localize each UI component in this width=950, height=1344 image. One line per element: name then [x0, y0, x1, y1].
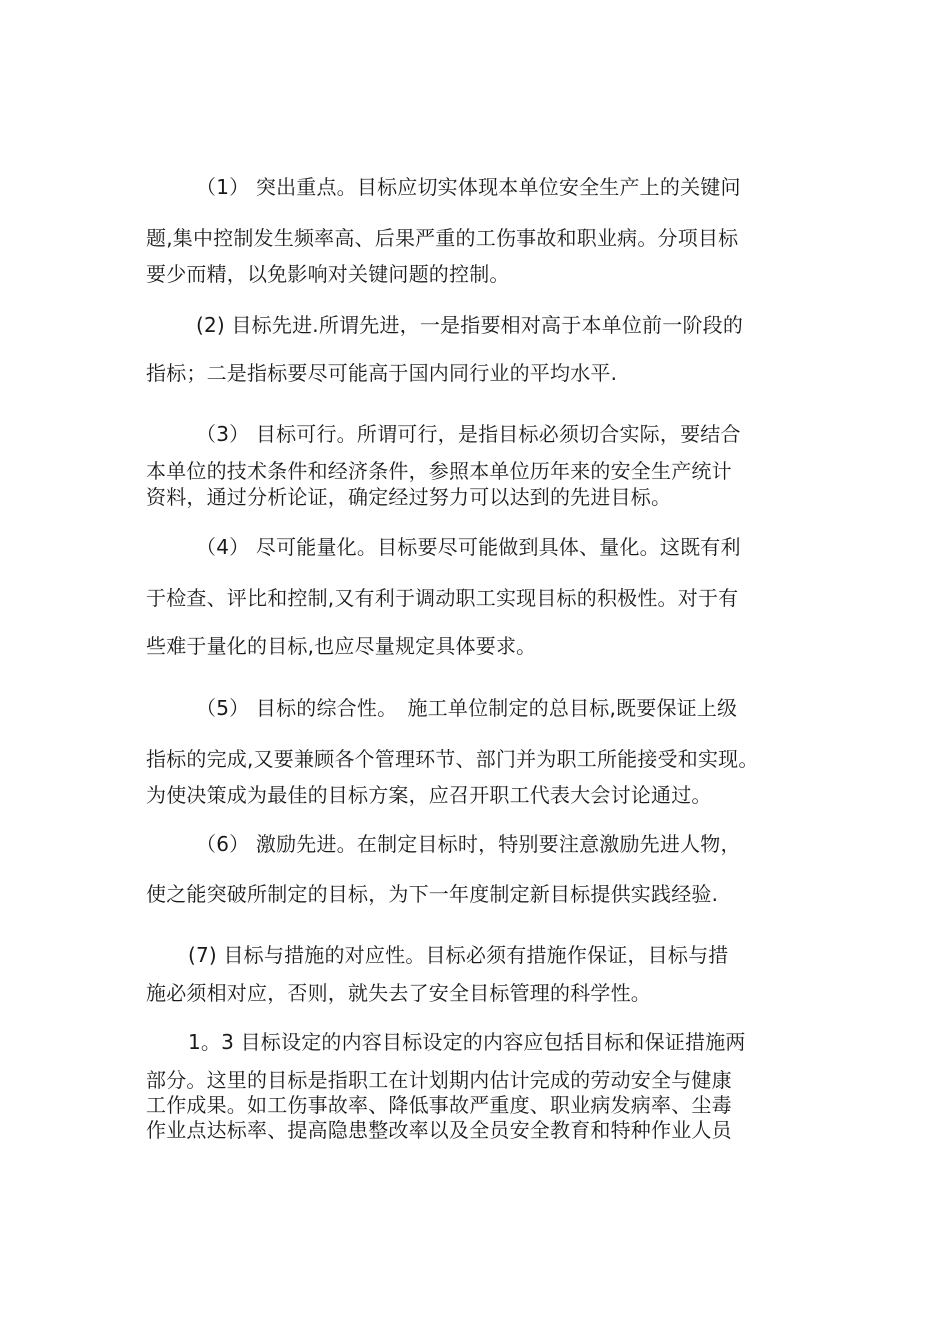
paragraph-2-line-2: 指标；二是指标要尽可能高于国内同行业的平均水平. — [146, 361, 618, 385]
paragraph-5-line-1: （5） 目标的综合性。 施工单位制定的总目标,既要保证上级 — [196, 696, 738, 720]
paragraph-1-line-2: 题,集中控制发生频率高、后果严重的工伤事故和职业病。分项目标 — [146, 226, 739, 250]
paragraph-4-line-1: （4） 尽可能量化。目标要尽可能做到具体、量化。这既有利 — [196, 535, 741, 559]
paragraph-6-line-2: 使之能突破所制定的目标，为下一年度制定新目标提供实践经验. — [146, 882, 719, 906]
paragraph-3-line-2: 本单位的技术条件和经济条件，参照本单位历年来的安全生产统计 — [146, 459, 732, 483]
paragraph-6-line-1: （6） 激励先进。在制定目标时，特别要注意激励先进人物， — [196, 832, 741, 856]
paragraph-7-line-1: (7) 目标与措施的对应性。目标必须有措施作保证，目标与措 — [188, 943, 729, 967]
section-1-3-line-1: 1。3 目标设定的内容目标设定的内容应包括目标和保证措施两 — [188, 1030, 746, 1054]
section-1-3-line-2: 部分。这里的目标是指职工在计划期内估计完成的劳动安全与健康 — [146, 1068, 732, 1092]
paragraph-1-line-1: （1） 突出重点。目标应切实体现本单位安全生产上的关键问 — [196, 175, 741, 199]
paragraph-2-line-1: (2) 目标先进.所谓先进，一是指要相对高于本单位前一阶段的 — [196, 313, 744, 337]
paragraph-3-line-1: （3） 目标可行。所谓可行，是指目标必须切合实际，要结合 — [196, 422, 741, 446]
paragraph-4-line-2: 于检查、评比和控制,又有利于调动职工实现目标的积极性。对于有 — [146, 586, 739, 610]
paragraph-7-line-2: 施必须相对应，否则，就失去了安全目标管理的科学性。 — [146, 981, 651, 1005]
section-1-3-line-3: 工作成果。如工伤事故率、降低事故严重度、职业病发病率、尘毒 — [146, 1093, 732, 1117]
paragraph-4-line-3: 些难于量化的目标,也应尽量规定具体要求。 — [146, 634, 537, 658]
paragraph-5-line-3: 为使决策成为最佳的目标方案，应召开职工代表大会讨论通过。 — [146, 783, 712, 807]
paragraph-5-line-2: 指标的完成,又要兼顾各个管理环节、部门并为职工所能接受和实现。 — [146, 747, 759, 771]
section-1-3-line-4: 作业点达标率、提高隐患整改率以及全员安全教育和特种作业人员 — [146, 1118, 732, 1142]
paragraph-1-line-3: 要少而精，以免影响对关键问题的控制。 — [146, 262, 510, 286]
paragraph-3-line-3: 资料，通过分析论证，确定经过努力可以达到的先进目标。 — [146, 485, 672, 509]
